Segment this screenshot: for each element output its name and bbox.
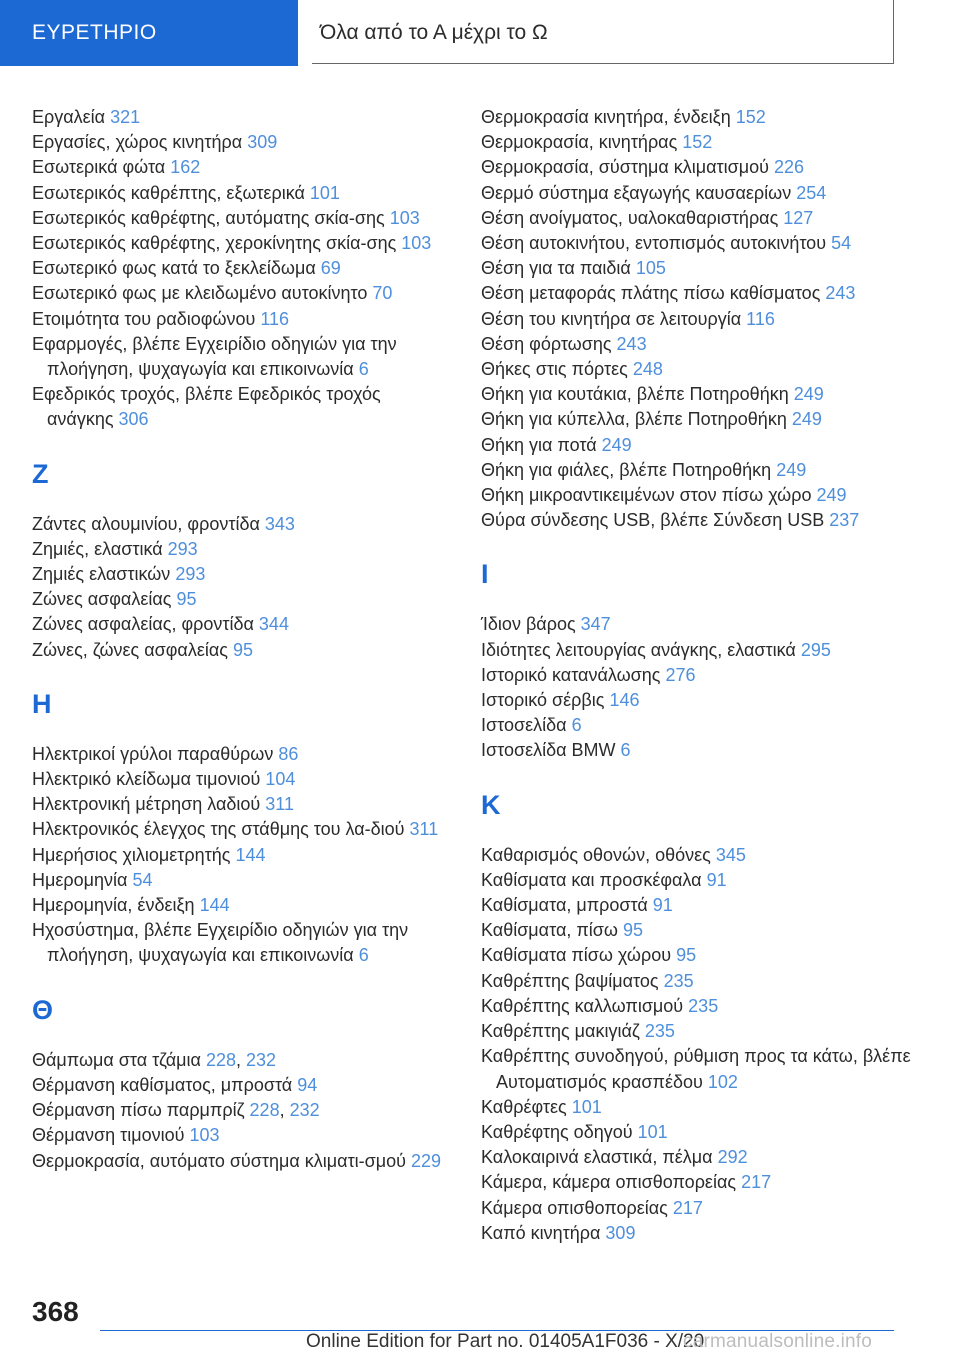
page-link[interactable]: 347 [580, 614, 611, 635]
page-link[interactable]: 229 [411, 1150, 442, 1171]
index-entry-term: Καθρέπτης καλλωπισμού [481, 995, 684, 1016]
index-entry-term: Θάμπωμα στα τζάμια [32, 1049, 201, 1070]
index-entry-term: Θέση αυτοκινήτου, εντοπισμός αυτοκινήτου [481, 233, 827, 254]
index-entry [481, 105, 921, 130]
index-entry [481, 206, 921, 231]
page-link[interactable]: 293 [167, 538, 198, 559]
index-entry [32, 181, 452, 206]
index-entry [481, 1196, 921, 1221]
index-entry-term: Θέση ανοίγματος, υαλοκαθαριστήρας [481, 207, 779, 228]
page-link[interactable]: 235 [663, 970, 694, 991]
index-entry [481, 969, 921, 994]
index-entry [481, 868, 921, 893]
index-letter-heading: Η [32, 688, 52, 719]
index-entry [32, 1149, 452, 1174]
index-entry-term: Καπό κινητήρα [481, 1222, 601, 1243]
page-link[interactable]: 144 [235, 844, 266, 865]
index-entry-term: Καθρέπτης συνοδηγού, ρύθμιση προς τα κάτω, βλέπε Αυτοματισμός κρασπέδου [481, 1046, 911, 1092]
page-link[interactable]: 162 [170, 157, 201, 178]
index-entry [32, 1123, 452, 1148]
index-entry-term: Ιστορικό σέρβις [481, 690, 605, 711]
index-entry-term: Εσωτερικά φώτα [32, 157, 166, 178]
index-entry [32, 767, 452, 792]
page-link[interactable]: 116 [260, 308, 290, 329]
index-entry [481, 181, 921, 206]
page-link[interactable]: 152 [682, 132, 713, 153]
page-link[interactable]: 6 [571, 715, 582, 736]
page-link[interactable]: 54 [132, 869, 153, 890]
index-entry [32, 382, 452, 432]
page-link[interactable]: 103 [389, 207, 420, 228]
index-entry [32, 281, 452, 306]
index-entry [481, 155, 921, 180]
page-link[interactable]: 344 [258, 614, 289, 635]
index-entry [32, 231, 452, 256]
index-entry-term: Θήκη για κουτάκια, βλέπε Ποτηροθήκη [481, 384, 789, 405]
page-link[interactable]: 144 [199, 895, 230, 916]
page-link[interactable]: 226 [774, 157, 805, 178]
index-entry [481, 893, 921, 918]
page-link[interactable]: 116 [746, 308, 775, 329]
index-entry: Θέρμανση πίσω παρμπρίζ 228, 232 [32, 1100, 320, 1121]
page-link[interactable]: 295 [800, 639, 831, 660]
page-link[interactable]: 243 [825, 283, 856, 304]
page-link[interactable]: 309 [605, 1222, 636, 1243]
index-column-right [481, 105, 921, 1246]
index-entry-term: Θερμοκρασία κινητήρα, ένδειξη [481, 107, 731, 127]
index-entry-term: Εσωτερικό φως κατά το ξεκλείδωμα [32, 258, 316, 279]
index-entry-term: Ηχοσύστημα, βλέπε Εγχειρίδιο οδηγιών για την πλοήγηση, ψυχαγωγία και επικοινωνία [32, 920, 409, 966]
index-entry-term: Καθρέπτης μακιγιάζ [481, 1021, 640, 1042]
page-link[interactable]: 232 [289, 1100, 320, 1121]
page-link[interactable]: 103 [189, 1125, 220, 1146]
index-letter-heading: Ζ [32, 458, 49, 489]
index-entry [32, 817, 452, 842]
page-link[interactable]: 235 [688, 995, 719, 1016]
index-letter-heading: Κ [481, 789, 501, 820]
index-entry-term: Θήκη μικροαντικειμένων στον πίσω χώρο [481, 485, 812, 506]
page-link[interactable]: 232 [246, 1049, 277, 1070]
index-entry [32, 742, 452, 767]
index-entry-term: Καθίσματα πίσω χώρου [481, 945, 672, 966]
page-link[interactable]: 102 [707, 1071, 738, 1092]
index-entry [481, 307, 921, 332]
index-entry-term: Ζώνες ασφαλείας, φροντίδα [32, 614, 254, 635]
index-entry-term: Ιδιότητες λειτουργίας ανάγκης, ελαστικά [481, 639, 796, 660]
page-link[interactable]: 309 [247, 132, 278, 153]
page-link[interactable]: 91 [652, 895, 673, 916]
page-link[interactable]: 94 [297, 1074, 318, 1095]
header-title: Όλα από το Α μέχρι το Ω [312, 0, 894, 64]
page-link[interactable]: 105 [635, 258, 666, 279]
page-link[interactable]: 254 [796, 182, 827, 203]
index-entry-term: Θήκη για κύπελλα, βλέπε Ποτηροθήκη [481, 409, 787, 430]
page-number: 368 [32, 1296, 79, 1327]
index-entry [481, 612, 921, 637]
page-link[interactable]: 306 [118, 409, 149, 430]
index-entry-term: Ηλεκτρικοί γρύλοι παραθύρων [32, 743, 274, 764]
index-entry-term: Θέση φόρτωσης [481, 333, 612, 354]
index-entry-term: Θερμό σύστημα εξαγωγής καυσαερίων [481, 182, 792, 203]
index-entry-term: Καθαρισμός οθονών, οθόνες [481, 844, 711, 865]
page-link[interactable]: 6 [358, 359, 369, 380]
index-entry-term: Ημερομηνία [32, 869, 128, 890]
index-entry [32, 332, 452, 382]
index-entry-term: Ζημιές, ελαστικά [32, 538, 163, 559]
index-entry [32, 206, 452, 231]
index-entry [481, 281, 921, 306]
index-entry-term: Εσωτερικός καθρέφτης, χεροκίνητης σκία-σης [32, 233, 397, 254]
index-entry [481, 508, 921, 533]
index-entry-term: Ζάντες αλουμινίου, φροντίδα [32, 513, 260, 534]
page-link[interactable]: 248 [632, 359, 663, 380]
page-link[interactable]: 70 [372, 283, 393, 304]
page-link[interactable]: 6 [620, 740, 631, 761]
index-entry-term: Θερμοκρασία, σύστημα κλιματισμού [481, 157, 769, 178]
index-entry [32, 256, 452, 281]
index-entry-term: Καθίσματα, πίσω [481, 920, 618, 941]
index-entry-term: Ιστορικό κατανάλωσης [481, 664, 661, 685]
index-entry [32, 105, 452, 130]
index-entry [481, 407, 921, 432]
index-entry [481, 843, 921, 868]
index-entry [32, 893, 452, 918]
index-letter-heading: Θ [32, 994, 54, 1025]
index-entry-term: Εσωτερικός καθρέφτης, αυτόματης σκία-σης [32, 207, 385, 228]
page-link[interactable]: 101 [309, 182, 340, 203]
page-link[interactable]: 152 [735, 107, 766, 127]
index-entry-term: Ζημιές ελαστικών [32, 564, 171, 585]
index-entry-term: Ζώνες ασφαλείας [32, 589, 172, 610]
index-entry [32, 307, 452, 332]
index-entry: Θάμπωμα στα τζάμια 228, 232 [32, 1049, 277, 1070]
page-link[interactable]: 101 [637, 1121, 668, 1142]
index-entry-term: Εφεδρικός τροχός, βλέπε Εφεδρικός τροχός ανάγκης [32, 384, 381, 430]
page-link[interactable]: 243 [616, 333, 647, 354]
index-entry [481, 382, 921, 407]
index-entry-term: Εσωτερικός καθρέπτης, εξωτερικά [32, 182, 305, 203]
page-link[interactable]: 228 [249, 1100, 280, 1121]
index-entry [32, 918, 452, 968]
index-entry [32, 130, 452, 155]
index-entry [481, 458, 921, 483]
index-entry-term: Θερμοκρασία, αυτόματο σύστημα κλιματι-σμού [32, 1150, 407, 1171]
page-link[interactable]: 249 [793, 384, 824, 405]
index-entry-term: Καθίσματα και προσκέφαλα [481, 869, 702, 890]
index-entry [481, 713, 921, 738]
index-entry-term: Ιστοσελίδα [481, 715, 567, 736]
index-entry [481, 738, 921, 763]
page-link[interactable]: 95 [232, 639, 253, 660]
page-link[interactable]: 249 [776, 459, 807, 480]
index-entry [32, 868, 452, 893]
index-entry-term: Θέρμανση πίσω παρμπρίζ [32, 1100, 245, 1121]
page-link[interactable]: 292 [717, 1147, 748, 1168]
page-link[interactable]: 228 [205, 1049, 236, 1070]
index-entry [481, 1170, 921, 1195]
index-entry [32, 512, 452, 537]
index-entry [481, 688, 921, 713]
index-entry [481, 1095, 921, 1120]
index-entry [481, 357, 921, 382]
index-entry [481, 433, 921, 458]
index-entry [481, 638, 921, 663]
page-link[interactable]: 146 [609, 690, 640, 711]
page-link[interactable]: 343 [264, 513, 295, 534]
index-entry [481, 663, 921, 688]
index-entry [481, 1019, 921, 1044]
index-entry-term: Θερμοκρασία, κινητήρας [481, 132, 678, 153]
page-link[interactable]: 91 [706, 869, 727, 890]
watermark: carmanualsonline.info [683, 1331, 873, 1352]
index-entry-term: Κάμερα οπισθοπορείας [481, 1197, 668, 1218]
index-entry [481, 1221, 921, 1246]
index-entry [481, 483, 921, 508]
page-link[interactable]: 321 [110, 107, 141, 127]
index-entry-term: Κάμερα, κάμερα οπισθοπορείας [481, 1172, 737, 1193]
index-entry-term: Εργασίες, χώρος κινητήρα [32, 132, 243, 153]
index-entry [32, 1073, 452, 1098]
index-entry-term: Ηλεκτρονική μέτρηση λαδιού [32, 794, 261, 815]
index-entry [32, 792, 452, 817]
index-column-left [32, 105, 452, 1174]
page-link[interactable]: 311 [409, 819, 439, 840]
index-entry [481, 943, 921, 968]
index-entry [32, 537, 452, 562]
page-link[interactable]: 311 [265, 794, 294, 815]
index-entry [481, 918, 921, 943]
index-entry-term: Εσωτερικό φως με κλειδωμένο αυτοκίνητο [32, 283, 368, 304]
page-link[interactable]: 345 [715, 844, 746, 865]
index-entry-term: Εφαρμογές, βλέπε Εγχειρίδιο οδηγιών για την πλοήγηση, ψυχαγωγία και επικοινωνία [32, 333, 397, 380]
page-link[interactable]: 104 [265, 769, 296, 790]
index-entry [481, 231, 921, 256]
index-entry-term: Θήκη για ποτά [481, 434, 597, 455]
index-entry [481, 1044, 921, 1094]
index-entry-term: Καθρέπτης βαψίματος [481, 970, 659, 991]
index-entry-term: Θύρα σύνδεσης USB, βλέπε Σύνδεση USB [481, 510, 825, 531]
page-link[interactable]: 86 [278, 743, 299, 764]
index-entry [32, 843, 452, 868]
page-link[interactable]: 95 [622, 920, 643, 941]
page-link[interactable]: 217 [741, 1172, 772, 1193]
page-link[interactable]: 95 [176, 589, 197, 610]
index-entry-term: Καθρέφτης οδηγού [481, 1121, 633, 1142]
index-entry-term: Θήκη για φιάλες, βλέπε Ποτηροθήκη [481, 459, 772, 480]
index-entry-term: Θέση μεταφοράς πλάτης πίσω καθίσματος [481, 283, 821, 304]
index-entry [32, 587, 452, 612]
index-entry [481, 130, 921, 155]
index-entry [32, 638, 452, 663]
index-entry-term: Ζώνες, ζώνες ασφαλείας [32, 639, 228, 660]
page-link[interactable]: 293 [175, 564, 206, 585]
index-entry-term: Ημερομηνία, ένδειξη [32, 895, 195, 916]
index-entry-term: Ηλεκτρονικός έλεγχος της στάθμης του λα-διού [32, 819, 405, 840]
index-entry-term: Θήκες στις πόρτες [481, 359, 628, 380]
index-entry-term: Θέση του κινητήρα σε λειτουργία [481, 308, 742, 329]
page-link[interactable]: 217 [672, 1197, 703, 1218]
page-link[interactable]: 237 [829, 510, 860, 531]
index-entry [481, 994, 921, 1019]
index-entry-term: Ίδιον βάρος [481, 614, 576, 635]
index-entry-term: Ετοιμότητα του ραδιοφώνου [32, 308, 256, 329]
section-tab-index[interactable]: ΕΥΡΕΤΗΡΙΟ [0, 0, 298, 66]
index-entry [481, 256, 921, 281]
index-entry-term: Ηλεκτρικό κλείδωμα τιμονιού [32, 769, 261, 790]
index-entry [32, 562, 452, 587]
footer-edition: Online Edition for Part no. 01405A1F036 - X/20 [306, 1331, 705, 1352]
index-entry-term: Καθρέφτες [481, 1096, 567, 1117]
page-link[interactable]: 54 [831, 233, 852, 254]
index-entry-term: Εργαλεία [32, 107, 106, 127]
index-entry [481, 332, 921, 357]
page-link[interactable]: 6 [358, 945, 369, 966]
page-link[interactable]: 101 [571, 1096, 602, 1117]
page-link[interactable]: 249 [601, 434, 632, 455]
index-entry-term: Θέρμανση καθίσματος, μπροστά [32, 1074, 293, 1095]
index-entry-term: Καθίσματα, μπροστά [481, 895, 648, 916]
index-entry-term: Ιστοσελίδα BMW [481, 740, 616, 761]
page-link[interactable]: 69 [320, 258, 341, 279]
index-entry-term: Καλοκαιρινά ελαστικά, πέλμα [481, 1147, 713, 1168]
index-entry [481, 1120, 921, 1145]
page-link[interactable]: 249 [791, 409, 822, 430]
index-letter-heading: Ι [481, 559, 489, 590]
index-entry [481, 1145, 921, 1170]
index-entry-term: Θέρμανση τιμονιού [32, 1125, 185, 1146]
page-link[interactable]: 249 [816, 485, 847, 506]
page-link[interactable]: 103 [401, 233, 432, 254]
page-link[interactable]: 127 [783, 207, 814, 228]
page-link[interactable]: 95 [676, 945, 697, 966]
index-entry-term: Θέση για τα παιδιά [481, 258, 631, 279]
index-entry-term: Ημερήσιος χιλιομετρητής [32, 844, 231, 865]
index-entry [32, 612, 452, 637]
index-entry [32, 155, 452, 180]
page-link[interactable]: 276 [665, 664, 696, 685]
page-link[interactable]: 235 [644, 1021, 675, 1042]
